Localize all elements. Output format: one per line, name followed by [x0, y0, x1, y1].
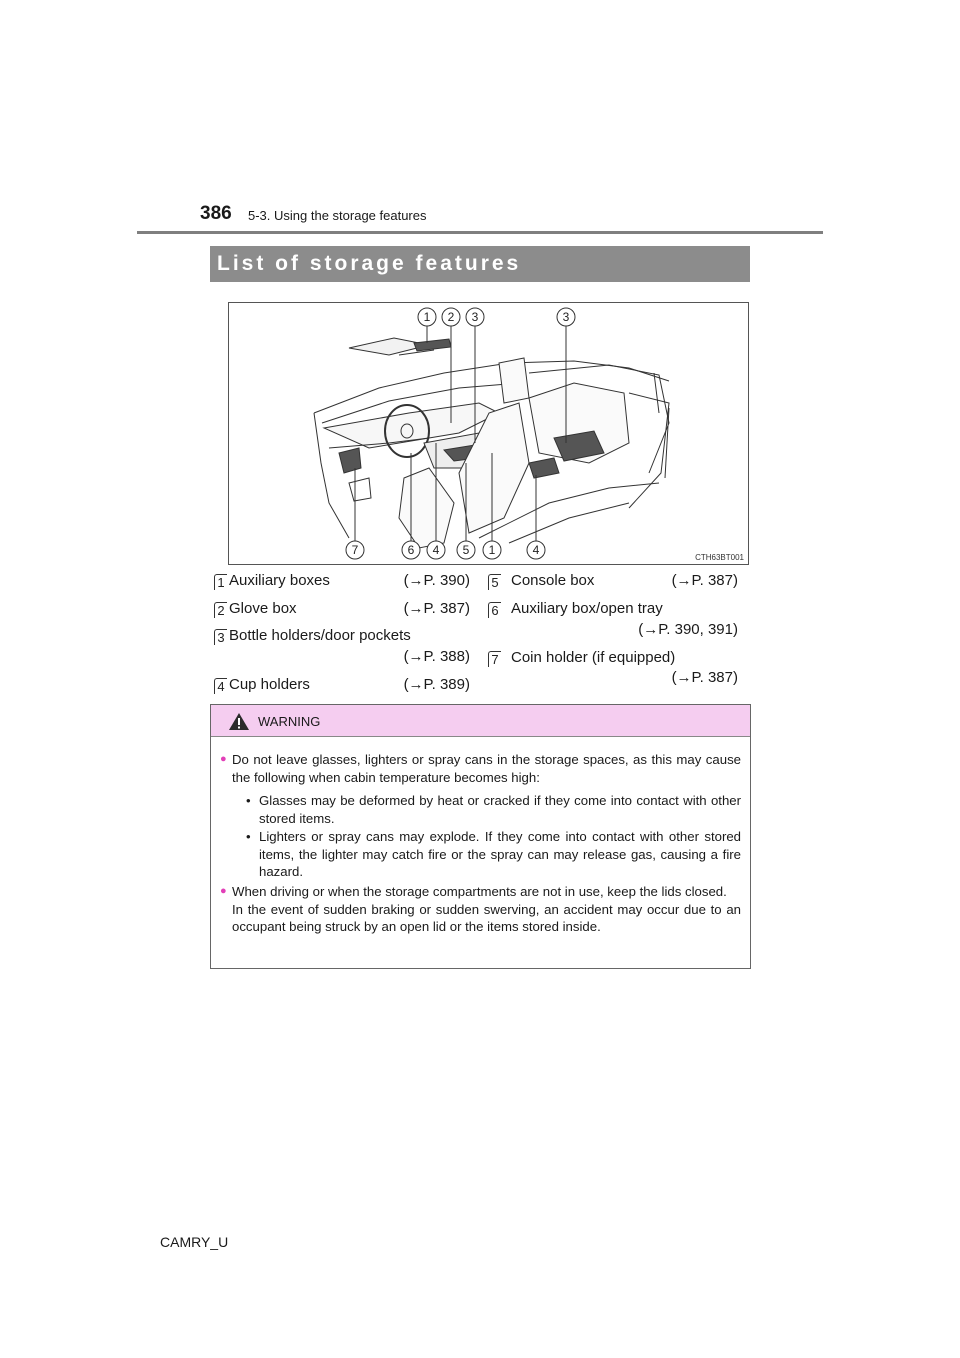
legend-ref: (→P. 387) — [671, 572, 738, 589]
callout-top-4: 3 — [562, 310, 570, 324]
legend-number: 1 — [214, 574, 227, 590]
callout-bottom-6: 4 — [532, 543, 540, 557]
header-rule — [137, 231, 823, 234]
warning-header — [211, 705, 750, 737]
warning-bullet — [220, 751, 741, 881]
callout-top-3: 3 — [471, 310, 479, 324]
legend-item-1 — [214, 572, 470, 592]
legend-item-6 — [488, 600, 738, 642]
legend-ref: (→P. 387) — [403, 600, 470, 617]
legend-item-4 — [214, 676, 470, 696]
legend-number: 4 — [214, 678, 227, 694]
warning-title: WARNING — [258, 714, 321, 729]
legend-label: Cup holders — [229, 676, 310, 693]
legend-label: Coin holder (if equipped) — [511, 649, 676, 666]
warning-triangle-icon — [228, 712, 250, 731]
legend-item-3 — [214, 627, 470, 669]
heading-title: List of storage features — [217, 252, 522, 275]
legend-ref: (→P. 388) — [403, 648, 470, 665]
illustration-code: CTH63BT001 — [695, 553, 744, 562]
cabin-illustration — [228, 302, 749, 565]
footer-model: CAMRY_U — [160, 1234, 229, 1250]
callout-bottom-5: 1 — [488, 543, 496, 557]
legend-label: Auxiliary box/open tray — [511, 600, 663, 617]
warning-sub-item: • Lighters or spray cans may explode. If they come into contact with other stored items, the lighter may catch fire or the spray can may release gas, causing a fire hazard. — [232, 828, 741, 881]
legend-number: 5 — [488, 574, 501, 590]
legend-number: 3 — [214, 629, 227, 645]
legend-number: 7 — [488, 651, 501, 667]
legend-label: Bottle holders/door pockets — [229, 627, 411, 644]
warning-body — [211, 737, 750, 936]
section-title: 5-3. Using the storage features — [248, 208, 427, 223]
legend-ref: (→P. 389) — [403, 676, 470, 693]
callout-bottom-4: 5 — [462, 543, 470, 557]
warning-text: ● When driving or when the storage compartments are not in use, keep the lids closed. — [232, 883, 727, 899]
callout-bottom-2: 6 — [407, 543, 415, 557]
legend-label: Glove box — [229, 600, 297, 617]
callout-bottom-1: 7 — [351, 543, 359, 557]
heading-bar — [210, 246, 750, 282]
legend-ref: (→P. 390) — [403, 572, 470, 589]
warning-bullet — [220, 883, 741, 936]
cabin-drawing — [229, 303, 750, 566]
warning-sub-item: • Glasses may be deformed by heat or cracked if they come into contact with other stored items. — [232, 792, 741, 827]
callout-bottom-3: 4 — [432, 543, 440, 557]
legend-number: 2 — [214, 602, 227, 618]
legend-item-5 — [488, 572, 738, 592]
legend-item-7 — [488, 649, 738, 691]
legend-ref: (→P. 387) — [671, 669, 738, 686]
warning-text: In the event of sudden braking or sudden swerving, an accident may occur due to an occupant being struck by an open lid or the items stored inside. — [232, 901, 741, 935]
warning-box — [210, 704, 751, 969]
legend-label: Console box — [511, 572, 595, 589]
legend-label: Auxiliary boxes — [229, 572, 330, 589]
page-number: 386 — [200, 203, 232, 224]
legend-item-2 — [214, 600, 470, 620]
callout-top-2: 2 — [447, 310, 455, 324]
warning-text: ● Do not leave glasses, lighters or spray cans in the storage spaces, as this may cause the following when cabin temperature becomes high: — [232, 752, 741, 785]
legend-number: 6 — [488, 602, 501, 618]
legend-ref: (→P. 390, 391) — [638, 621, 738, 638]
callout-top-1: 1 — [423, 310, 431, 324]
